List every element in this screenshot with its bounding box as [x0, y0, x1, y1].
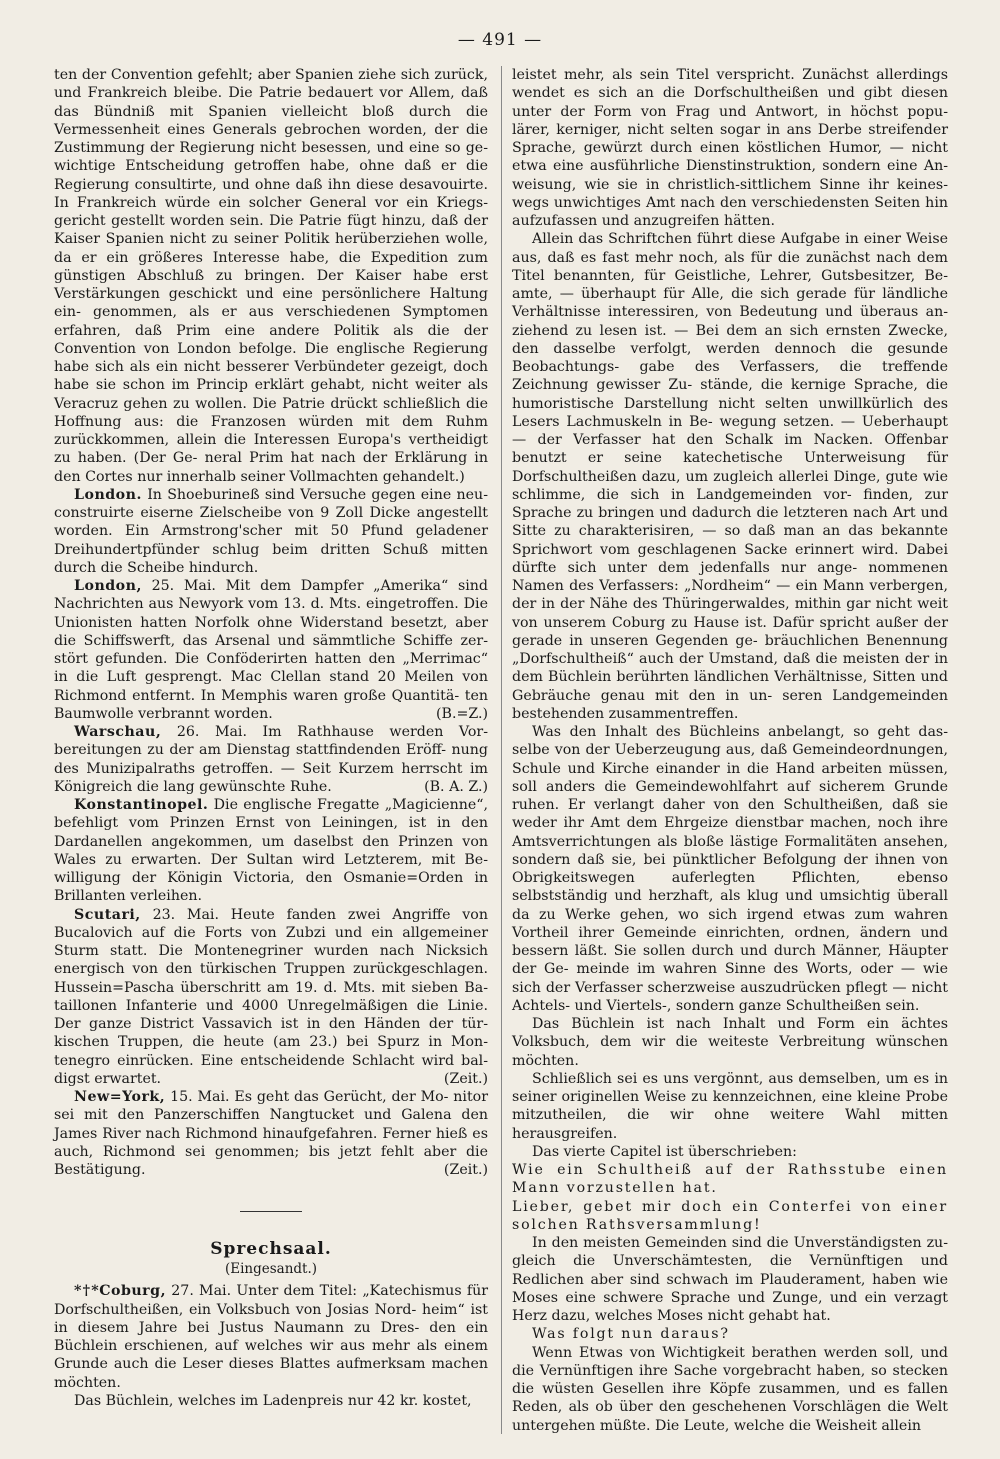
article-paragraph: Das Büchlein, welches im Ladenpreis nur 42 kr. kostet,: [74, 1392, 472, 1409]
dateline: London.: [74, 486, 142, 503]
section-title: Sprechsaal.: [210, 1239, 332, 1260]
news-text: Die englische Fregatte „Magicienne“, befehligt vom Prinzen Ernst von Leiningen, ist in den Dardanellen angekommen, um daselbst den Prinzen von Wales zu erwarten. Der Sultan wird Letzterem, mit Be- willigung der Königin Victoria, den Osmanie=Orden in Brillanten verleihen.: [54, 797, 489, 905]
right-column: [512, 66, 948, 1435]
news-text: 23. Mai. Heute fanden zwei Angriffe von Bucalovich auf die Forts von Zubzi und ein allgemeiner Sturm statt. Die Montenegriner wurden nach Nicksich energisch von den türkischen Truppen zurückgeschlagen. Hussein=Pascha überschritt am 19. d. Mts. mit sieben Ba- taillonen Infanterie und 4000 Unregelmäßigen die Linie. Der ganze District Vassavich ist in den Händen der tür- kischen Truppen, die heute (am 23.) bei Spurz in Mon- tenegro einrücken. Eine entscheidende Schlacht wird bal- digst erwartet.: [54, 906, 488, 1087]
news-item-london-2: [54, 577, 488, 723]
dateline: Scutari,: [74, 906, 141, 923]
news-text: 27. Mai. Unter dem Titel: „Katechismus für Dorfschultheißen, ein Volksbuch von Josias Nord- heim“ ist in diesem Jahre bei Justus Naumann zu Dres- den ein Büchlein erschienen, auf welches wir aus mehr als einem Grunde auch die Leser dieses Blattes aufmerksam machen möchten.: [54, 1283, 488, 1391]
article-paragraph: Was den Inhalt des Büchleins anbelangt, so geht das- selbe von der Ueberzeugung aus, daß Gemeindeordnungen, Schule und Kirche einander in die Hand arbeiten müssen, soll anders die Gemeindewohlfahrt auf sicherem Grunde ruhen. Er verlangt daher von den Schultheißen, daß sie weder ihr Amt dem Ehrgeize dienstbar machen, noch ihre Amtsverrichtungen als bloße lästige Formalitäten ansehen, sondern daß sie, bei pünktlicher Befolgung der ihnen von Obrigkeitswegen auferlegten Pflichten, ebenso selbstständig und herzhaft, als klug und umsichtig überall da zu Werke gehen, wo sich irgend etwas zum wahren Vortheil ihrer Gemeinde einrichten, ordnen, ändern und bessern läßt. Sie sollen durch und durch Männer, Häupter der Ge- meinde im wahren Sinne des Worts, oder — wie sich der Verfasser scherzweise auszudrücken pflegt — nicht Achtels- und Viertels-, sondern ganze Schultheißen sein.: [512, 724, 948, 1014]
article-paragraph: leistet mehr, als sein Titel verspricht. Zunächst allerdings wendet es sich an die Dorfschultheißen und gibt diesen unter der Form von Frag und Antwort, in höchst popu- lärer, kerniger, nicht selten sogar in ans Derbe streifender Sprache, gewürzt durch einen köstlichen Humor, — nicht etwa eine ausführliche Dienstinstruktion, sondern eine An- weisung, wie sie in christlich-sittlichem Sinne ihr keines- wegs unwichtiges Amt nach den verschiedensten Seiten hin aufzufassen und anzugreifen hätten.: [512, 67, 948, 229]
news-text: 25. Mai. Mit dem Dampfer „Amerika“ sind Nachrichten aus Newyork vom 13. d. Mts. eingetroffen. Die Unionisten hatten Norfolk ohne Widerstand besetzt, aber die Schiffswerft, das Arsenal und sämmtliche Schiffe zer- stört gefunden. Die Conföderirten hatten den „Merrimac“ in die Luft gesprengt. Mac Clellan stand 20 Meilen von Richmond entfernt. In Memphis waren große Quantitä- ten Baumwolle verbrannt worden.: [54, 578, 488, 722]
source-tag: (B. A. Z.): [424, 778, 488, 795]
source-tag: (Zeit.): [443, 1162, 488, 1178]
left-column: [54, 66, 488, 1410]
article-paragraph: In den meisten Gemeinden sind die Unverständigsten zu- gleich die Unverschämtesten, die Vernünftigen und Redlichen aber sind schwach im Plauderament, haben wie Moses eine schwere Sprache und Zunge, und ein verzagt Herz dazu, welches Moses nicht gehabt hat.: [512, 1235, 948, 1324]
source-tag: (B.=Z.): [435, 705, 488, 722]
column-divider: [501, 66, 502, 1434]
news-item-newyork: [54, 1088, 488, 1179]
article-paragraph: Wenn Etwas von Wichtigkeit berathen werden soll, und die Vernünftigen ihre Sache vorgebracht haben, so stecken die wüsten Gesellen ihre Köpfe zusammen, und es fallen Reden, als ob über den geschehenen Vorschlägen die Welt untergehen müßte. Die Leute, welche die Weisheit allein: [512, 1344, 948, 1434]
news-item-warschau: [54, 723, 488, 796]
article-paragraph: Allein das Schriftchen führt diese Aufgabe in einer Weise aus, daß es fast mehr noch, als für die zunächst nach dem Titel benannten, für Geistliche, Lehrer, Gutsbesitzer, Be- amte, — überhaupt für Alle, die sich gerade für ländliche Verhältnisse interessiren, von Bedeutung und überaus an- ziehend zu lesen ist. — Bei dem an sich ernsten Zwecke, den dasselbe verfolgt, werden dennoch die gesunde Beobachtungs- gabe des Verfassers, die treffende Zeichnung gewisser Zu- stände, die kernige Sprache, die humoristische Darstellung nicht selten unwillkürlich des Lesers Lachmuskeln in Be- wegung setzen. — Ueberhaupt — der Verfasser hat den Schalk im Nacken. Offenbar benutzt er seine katechetische Unterweisung für Dorfschultheißen dazu, um zugleich allerlei Dinge, gute wie schlimme, die sich in Landgemeinden vor- finden, zur Sprache zu bringen und dadurch die letzteren nach Art und Sitte zu charakterisiren, — so daß man an das bekannte Sprichwort vom geschlagenen Sacke erinnert wird. Dabei dürfte sich unter dem jedenfalls nur ange- nommenen Namen des Verfassers: „Nordheim“ — ein Mann verbergen, der in der Nähe des Thüringerwaldes, mithin gar nicht weit von unserem Coburg zu Hause ist. Dafür spricht außer der gerade in unseren Gegenden ge- bräuchlichen Benennung „Dorfschultheiß“ auch der Umstand, daß die meisten der in dem Büchlein berührten ländlichen Verhältnisse, Sitten und Gebräuche genau mit den in un- seren Landgemeinden bestehenden zusammentreffen.: [512, 231, 948, 722]
article-paragraph: ten der Convention gefehlt; aber Spanien ziehe sich zurück, und Frankreich bleibe. Die Patrie bedauert vor Allem, daß das Bündniß mit Spanien vielleicht bloß durch die Vermessenheit eines Generals gebrochen worden, der die Zustimmung der Regierung nicht besessen, und eine so ge- wichtige Entscheidung getroffen habe, ohne daß er die Regierung consultirte, und ohne daß ihn diese desavouirte. In Frankreich würde ein solcher General vor ein Kriegs- gericht gestellt worden sein. Die Patrie fügt hinzu, daß der Kaiser Spanien nicht zu seiner Politik herüberziehen wolle, da er ein größeres Interesse habe, die Expedition zum günstigen Abschluß zu bringen. Der Kaiser habe erst Verstärkungen geschickt und eine persönlichere Haltung ein- genommen, als er aus verschiedenen Symptomen erfahren, daß Prim eine andere Politik als die der Convention von London befolge. Die englische Regierung habe sich als ein nicht besserer Verbündeter gezeigt, doch habe sie schon im Princip erklärt gehabt, nicht weiter als Veracruz gehen zu wollen. Die Patrie drückt schließlich die Hoffnung aus: die Franzosen würden mit dem Ruhm zurückkommen, allein die Interessen Europa's vertheidigt zu haben. (Der Ge- neral Prim hat nach der Erklärung in den Cortes nur innerhalb seiner Vollmachten gehandelt.): [54, 67, 488, 485]
quoted-question: Lieber, gebet mir doch ein Conterfei von einer solchen Rathsversammlung!: [512, 1198, 948, 1233]
source-tag: (Zeit.): [443, 1070, 488, 1087]
dateline: Warschau,: [74, 724, 162, 740]
article-paragraph: Das Büchlein ist nach Inhalt und Form ein ächtes Volksbuch, dem wir die weiteste Verbreitung wünschen möchten.: [512, 1016, 948, 1069]
news-text: 26. Mai. Im Rathhause werden Vor- bereitungen zu der am Dienstag stattfindenden Eröff- nung des Munizipalraths getroffen. — Seit Kurzem herrscht im Königreich die lang gewünschte Ruhe.: [54, 724, 488, 795]
quoted-heading: Wie ein Schultheiß auf der Rathsstube einen Mann vorzustellen hat.: [512, 1162, 948, 1197]
section-subtitle: (Eingesandt.): [224, 1261, 318, 1278]
article-paragraph: Schließlich sei es uns vergönnt, aus demselben, um es in seiner originellen Weise zu kennzeichnen, eine kleine Probe mitzutheilen, die wir ohne weitere Wahl mitten herausgreifen.: [512, 1070, 948, 1142]
article-paragraph: Das vierte Capitel ist überschrieben:: [532, 1143, 797, 1160]
news-item-coburg: [54, 1282, 488, 1392]
dateline: Konstantinopel.: [74, 797, 209, 813]
news-item-london-1: [54, 486, 488, 577]
page-number: — 491 —: [457, 30, 543, 50]
news-text: 15. Mai. Es geht das Gerücht, der Mo- nitor sei mit den Panzerschiffen Nangtucket und Galena den James River nach Richmond hinaufgefahren. Ferner hieß es auch, Richmond sei genommen; bis jetzt fehlt aber die Bestätigung.: [54, 1089, 488, 1178]
dateline: London,: [74, 578, 142, 594]
quoted-question: Was folgt nun daraus?: [532, 1326, 730, 1343]
section-rule: [240, 1211, 302, 1212]
news-text: In Shoeburineß sind Versuche gegen eine neu- construirte eiserne Zielscheibe von 9 Zoll Dicke angestellt worden. Ein Armstrong'scher mit 50 Pfund geladener Dreihundertpfünder schlug beim dritten Schuß mitten durch die Scheibe hindurch.: [54, 486, 488, 576]
news-item-scutari: [54, 906, 488, 1089]
dateline: New=York,: [74, 1089, 166, 1105]
news-item-konstantinopel: [54, 796, 488, 906]
dateline: *†*Coburg,: [74, 1283, 167, 1300]
